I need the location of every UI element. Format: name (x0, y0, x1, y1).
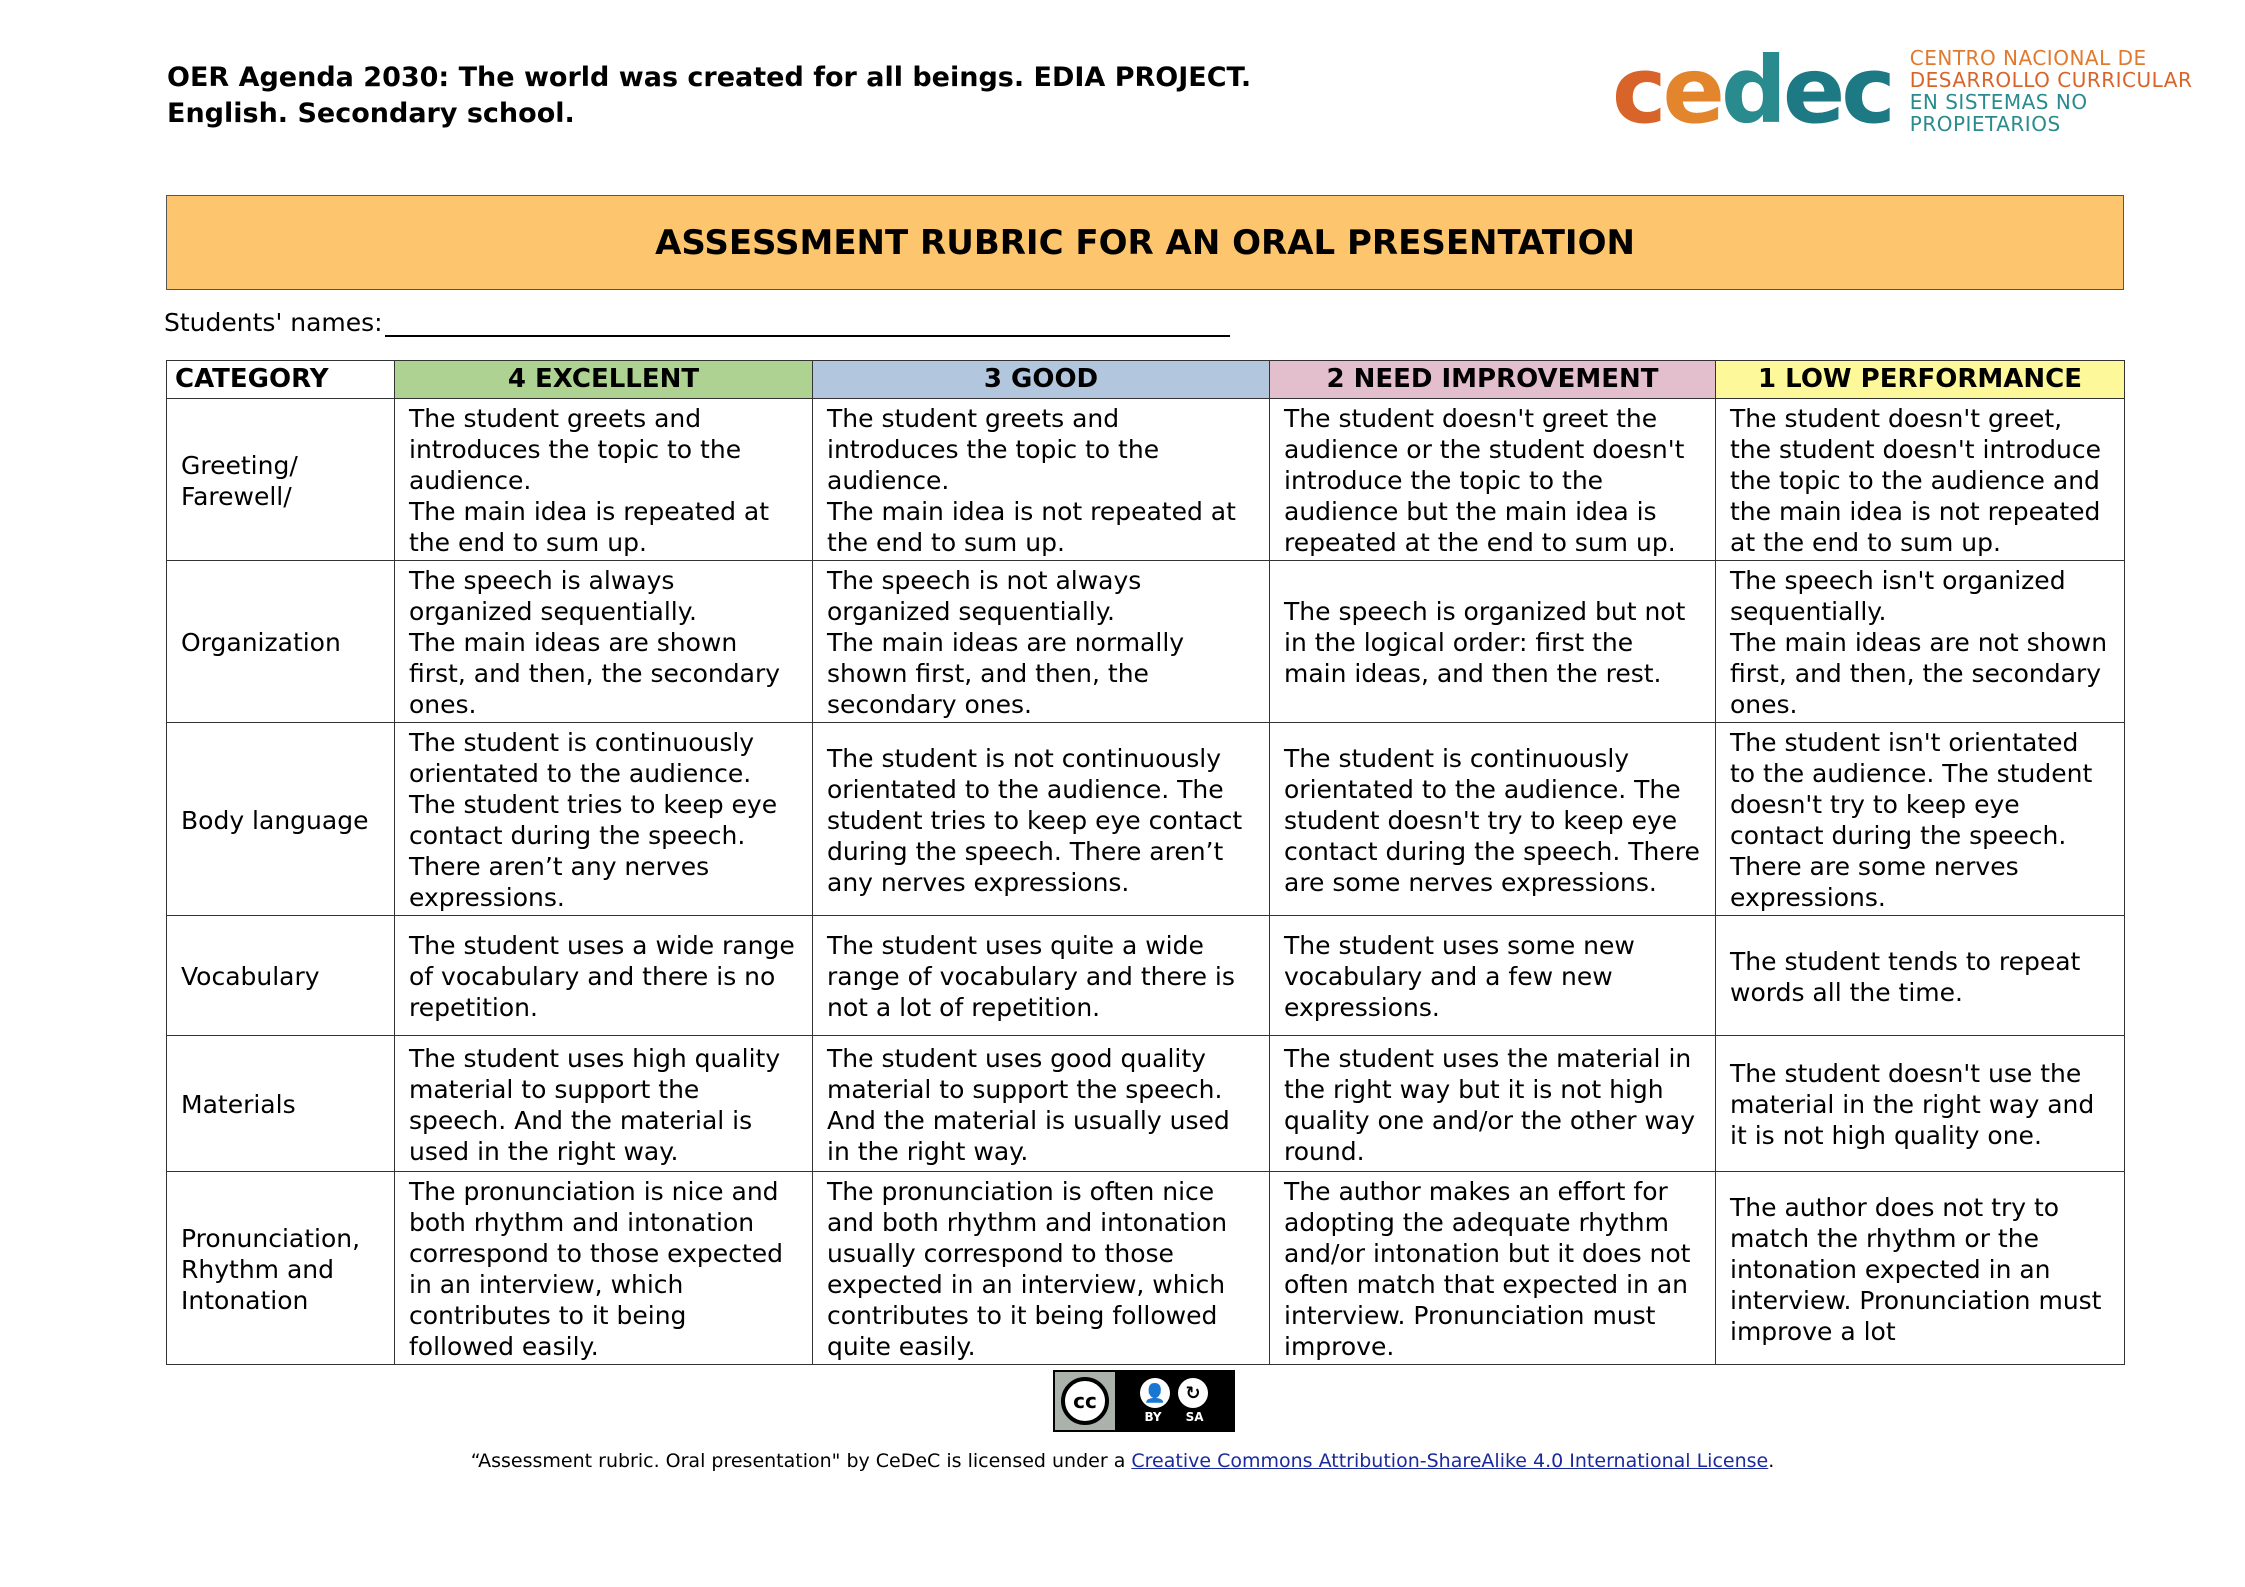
row-category-label: Greeting/ Farewell/ (167, 399, 395, 561)
rubric-table (166, 360, 2125, 1365)
license-link[interactable]: Creative Commons Attribution-ShareAlike 4.0 International License (1131, 1450, 1769, 1472)
logo-sub-line: DESARROLLO CURRICULAR (1909, 68, 2193, 92)
rubric-cell-need: The student doesn't greet the audience or the student doesn't introduce the topic to the audience but the main idea is repeated at the end to sum up. (1270, 399, 1716, 561)
attribution-icon: 👤 (1140, 1378, 1170, 1408)
document-header (167, 60, 1251, 132)
rubric-cell-low: The speech isn't organized sequentially. The main ideas are not shown first, and then, the secondary ones. (1716, 561, 2125, 723)
header-low-performance: 1 LOW PERFORMANCE (1716, 361, 2125, 399)
table-row (167, 1036, 2125, 1172)
rubric-cell-need: The author makes an effort for adopting the adequate rhythm and/or intonation but it does not often match that expected in an interview. Pronunciation must improve. (1270, 1172, 1716, 1365)
logo-sub-line: CENTRO NACIONAL DE (1909, 46, 2147, 70)
license-footer (0, 1450, 2245, 1472)
students-label: Students' names: (164, 308, 383, 337)
header-category: CATEGORY (167, 361, 395, 399)
logo-letter: e (1782, 37, 1842, 144)
rubric-cell-good: The pronunciation is often nice and both rhythm and intonation usually correspond to those expected in an interview, which contributes to it being followed quite easily. (813, 1172, 1270, 1365)
header-line-2: English. Secondary school. (167, 98, 575, 129)
logo-letter: c (1841, 37, 1892, 144)
rubric-cell-good: The student is not continuously orientated to the audience. The student tries to keep eye contact during the speech. There aren’t any nerves expressions. (813, 723, 1270, 916)
header-line-1: OER Agenda 2030: The world was created for all beings. EDIA PROJECT. (167, 62, 1252, 93)
logo-word (1612, 37, 1892, 144)
row-category-label: Materials (167, 1036, 395, 1172)
rubric-cell-excellent: The pronunciation is nice and both rhythm and intonation correspond to those expected in an interview, which contributes to it being followed easily. (395, 1172, 813, 1365)
rubric-cell-low: The author does not try to match the rhythm or the intonation expected in an interview. Pronunciation must improve a lot (1716, 1172, 2125, 1365)
header-row (167, 361, 2125, 399)
table-row (167, 399, 2125, 561)
rubric-cell-excellent: The student uses a wide range of vocabulary and there is no repetition. (395, 916, 813, 1036)
cc-sa-label: SA (1185, 1410, 1204, 1424)
rubric-cell-good: The student uses good quality material to support the speech. And the material is usually used in the right way. (813, 1036, 1270, 1172)
table-row (167, 561, 2125, 723)
rubric-cell-need: The student uses the material in the right way but it is not high quality one and/or the other way round. (1270, 1036, 1716, 1172)
rubric-cell-low: The student doesn't use the material in the right way and it is not high quality one. (1716, 1036, 2125, 1172)
rubric-cell-excellent: The student greets and introduces the topic to the audience. The main idea is repeated at the end to sum up. (395, 399, 813, 561)
logo-letter: c (1612, 37, 1663, 144)
rubric-cell-low: The student isn't orientated to the audience. The student doesn't try to keep eye contact during the speech. There are some nerves expressions. (1716, 723, 2125, 916)
cc-license-badge[interactable] (1053, 1370, 1235, 1432)
cc-by-label: BY (1144, 1410, 1162, 1424)
header-good: 3 GOOD (813, 361, 1270, 399)
row-category-label: Body language (167, 723, 395, 916)
rubric-cell-low: The student doesn't greet, the student doesn't introduce the topic to the audience and the main idea is not repeated at the end to sum up. (1716, 399, 2125, 561)
header-need-improvement: 2 NEED IMPROVEMENT (1270, 361, 1716, 399)
rubric-cell-need: The speech is organized but not in the logical order: first the main ideas, and then the rest. (1270, 561, 1716, 723)
table-row (167, 1172, 2125, 1365)
cc-icon: cc (1061, 1377, 1109, 1425)
cedec-logo (1612, 37, 2245, 144)
table-row (167, 916, 2125, 1036)
students-names-field (164, 308, 1230, 337)
cc-terms (1115, 1372, 1233, 1430)
row-category-label: Pronunciation, Rhythm and Intonation (167, 1172, 395, 1365)
rubric-cell-good: The student greets and introduces the topic to the audience. The main idea is not repeated at the end to sum up. (813, 399, 1270, 561)
rubric-cell-excellent: The student uses high quality material to support the speech. And the material is used in the right way. (395, 1036, 813, 1172)
rubric-cell-good: The speech is not always organized sequentially. The main ideas are normally shown first, and then, the secondary ones. (813, 561, 1270, 723)
footer-prefix: “Assessment rubric. Oral presentation" by CeDeC is licensed under a (470, 1450, 1132, 1472)
page-title: ASSESSMENT RUBRIC FOR AN ORAL PRESENTATION (166, 195, 2124, 290)
logo-letter: d (1720, 37, 1783, 144)
header-excellent: 4 EXCELLENT (395, 361, 813, 399)
row-category-label: Vocabulary (167, 916, 395, 1036)
rubric-cell-excellent: The student is continuously orientated to the audience. The student tries to keep eye contact during the speech. There aren’t any nerves expressions. (395, 723, 813, 916)
logo-sub-line: EN SISTEMAS NO PROPIETARIOS (1909, 90, 2088, 136)
table-row (167, 723, 2125, 916)
logo-letter: e (1662, 37, 1721, 144)
rubric-cell-excellent: The speech is always organized sequentially. The main ideas are shown first, and then, the secondary ones. (395, 561, 813, 723)
students-blank-line[interactable] (385, 311, 1230, 337)
row-category-label: Organization (167, 561, 395, 723)
logo-subtitle (1910, 47, 2245, 135)
share-alike-icon: ↻ (1178, 1378, 1208, 1408)
rubric-cell-need: The student is continuously orientated to the audience. The student doesn't try to keep eye contact during the speech. There are some nerves expressions. (1270, 723, 1716, 916)
rubric-cell-need: The student uses some new vocabulary and a few new expressions. (1270, 916, 1716, 1036)
rubric-cell-good: The student uses quite a wide range of vocabulary and there is not a lot of repetition. (813, 916, 1270, 1036)
rubric-cell-low: The student tends to repeat words all the time. (1716, 916, 2125, 1036)
footer-suffix: . (1768, 1450, 1775, 1472)
